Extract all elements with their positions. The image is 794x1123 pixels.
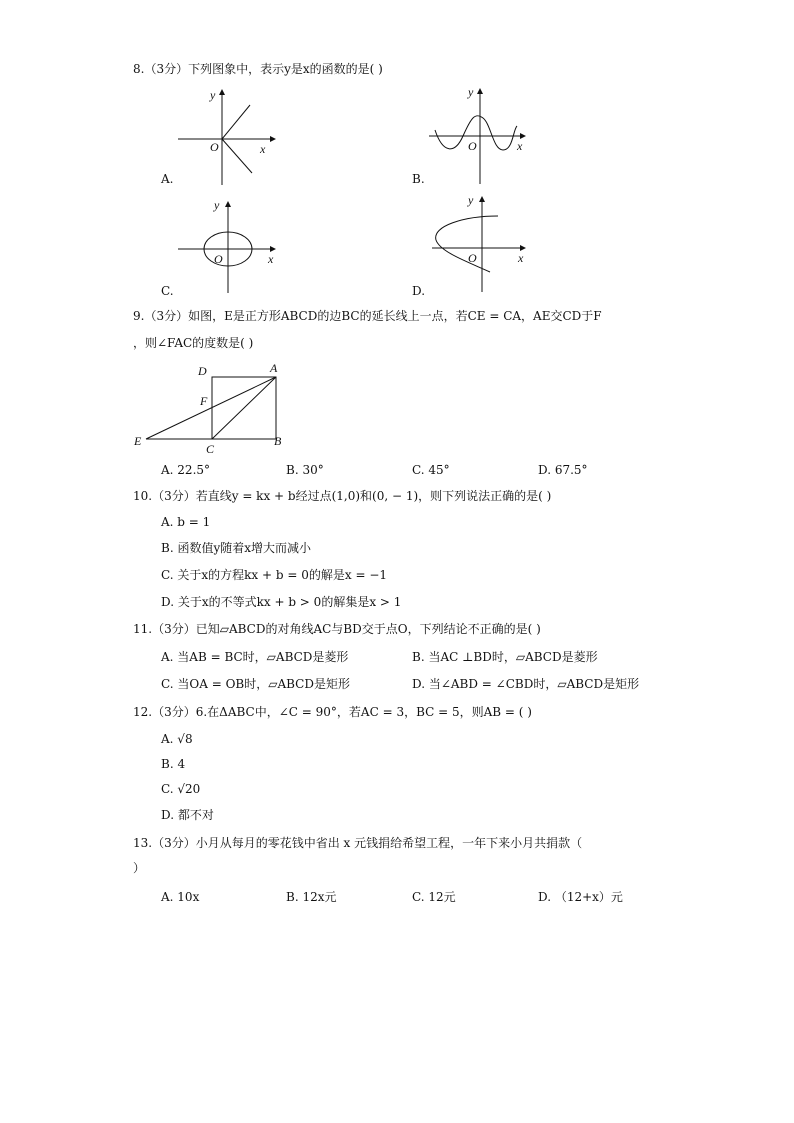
origin-label: O: [468, 251, 477, 265]
origin-label: O: [210, 140, 219, 154]
q13-option-c[interactable]: C. 12元: [412, 890, 456, 904]
label-f: F: [200, 394, 208, 408]
q11-option-c[interactable]: C. 当OA = OB时，▱ABCD是矩形: [161, 677, 350, 691]
label-c: C: [206, 442, 215, 455]
question-13-stem-line1: 13.（3分）小月从每月的零花钱中省出 x 元钱捐给希望工程，一年下来小月共捐款（: [133, 836, 583, 850]
y-axis-arrow: [219, 89, 225, 95]
x-label: x: [518, 251, 524, 265]
x-label: x: [268, 252, 274, 266]
diagonal-ca: [212, 377, 276, 439]
question-10-stem: 10.（3分）若直线y = kx + b经过点(1,0)和(0, − 1)，则下列说法正确的是( ): [133, 489, 552, 503]
q10-option-d[interactable]: D. 关于x的不等式kx + b > 0的解集是x > 1: [161, 595, 402, 609]
q10-option-b[interactable]: B. 函数值y随着x增大而减小: [161, 541, 311, 555]
question-9-stem-line2: ，则∠FAC的度数是( ): [133, 336, 254, 350]
q8-option-b-label: B.: [412, 172, 425, 186]
q10-option-c[interactable]: C. 关于x的方程kx + b = 0的解是x = −1: [161, 568, 388, 582]
label-e: E: [134, 434, 142, 448]
question-12-stem: 12.（3分）6.在ΔABC中，∠C = 90°，若AC = 3，BC = 5，则AB = ( ): [133, 705, 532, 719]
q9-option-d[interactable]: D. 67.5°: [538, 463, 588, 477]
y-label: y: [214, 198, 220, 212]
q12-option-b[interactable]: B. 4: [161, 757, 186, 771]
origin-label: O: [468, 139, 477, 153]
segment-ea: [146, 377, 276, 439]
label-d: D: [198, 364, 207, 378]
parabola-curve: [436, 216, 498, 272]
q9-option-a[interactable]: A. 22.5°: [161, 463, 211, 477]
question-8-stem: 8.（3分）下列图象中，表示y是x的函数的是( ): [133, 62, 383, 76]
q8-option-a-label: A.: [161, 172, 174, 186]
q11-option-b[interactable]: B. 当AC ⊥BD时，▱ABCD是菱形: [412, 650, 598, 664]
q9-square-figure: [130, 360, 290, 455]
x-label: x: [260, 142, 266, 156]
label-a: A: [270, 361, 278, 375]
q9-option-b[interactable]: B. 30°: [286, 463, 324, 477]
y-axis-arrow: [225, 201, 231, 207]
y-label: y: [468, 85, 474, 99]
question-13-stem-line2: ）: [133, 861, 146, 875]
q8-graph-a: [170, 85, 300, 190]
q12-option-c[interactable]: C. √20: [161, 782, 201, 796]
q8-option-c-label: C.: [161, 284, 174, 298]
ray-lower: [222, 139, 252, 173]
y-label: y: [468, 193, 474, 207]
q11-option-d[interactable]: D. 当∠ABD = ∠CBD时，▱ABCD是矩形: [412, 677, 640, 691]
q13-option-d[interactable]: D. （12+x）元: [538, 890, 623, 904]
q12-option-d[interactable]: D. 都不对: [161, 808, 214, 822]
q8-graph-d: [428, 192, 548, 292]
label-b: B: [274, 434, 282, 448]
q8-option-d-label: D.: [412, 284, 426, 298]
q11-option-a[interactable]: A. 当AB = BC时，▱ABCD是菱形: [161, 650, 349, 664]
x-label: x: [517, 139, 523, 153]
y-axis-arrow: [479, 196, 485, 202]
q9-option-c[interactable]: C. 45°: [412, 463, 450, 477]
ray-upper: [222, 105, 250, 139]
question-11-stem: 11.（3分）已知▱ABCD的对角线AC与BD交于点O，下列结论不正确的是( ): [133, 622, 541, 636]
origin-label: O: [214, 252, 223, 266]
q8-graph-b: [425, 84, 545, 189]
y-label: y: [210, 88, 216, 102]
q8-graph-c: [170, 195, 300, 295]
q10-option-a[interactable]: A. b = 1: [161, 515, 211, 529]
q13-option-a[interactable]: A. 10x: [161, 890, 200, 904]
x-axis-arrow: [270, 136, 276, 142]
y-axis-arrow: [477, 88, 483, 94]
q12-option-a[interactable]: A. √8: [161, 732, 193, 746]
question-9-stem-line1: 9.（3分）如图，E是正方形ABCD的边BC的延长线上一点，若CE = CA，AE交CD于F: [133, 309, 602, 323]
q13-option-b[interactable]: B. 12x元: [286, 890, 337, 904]
